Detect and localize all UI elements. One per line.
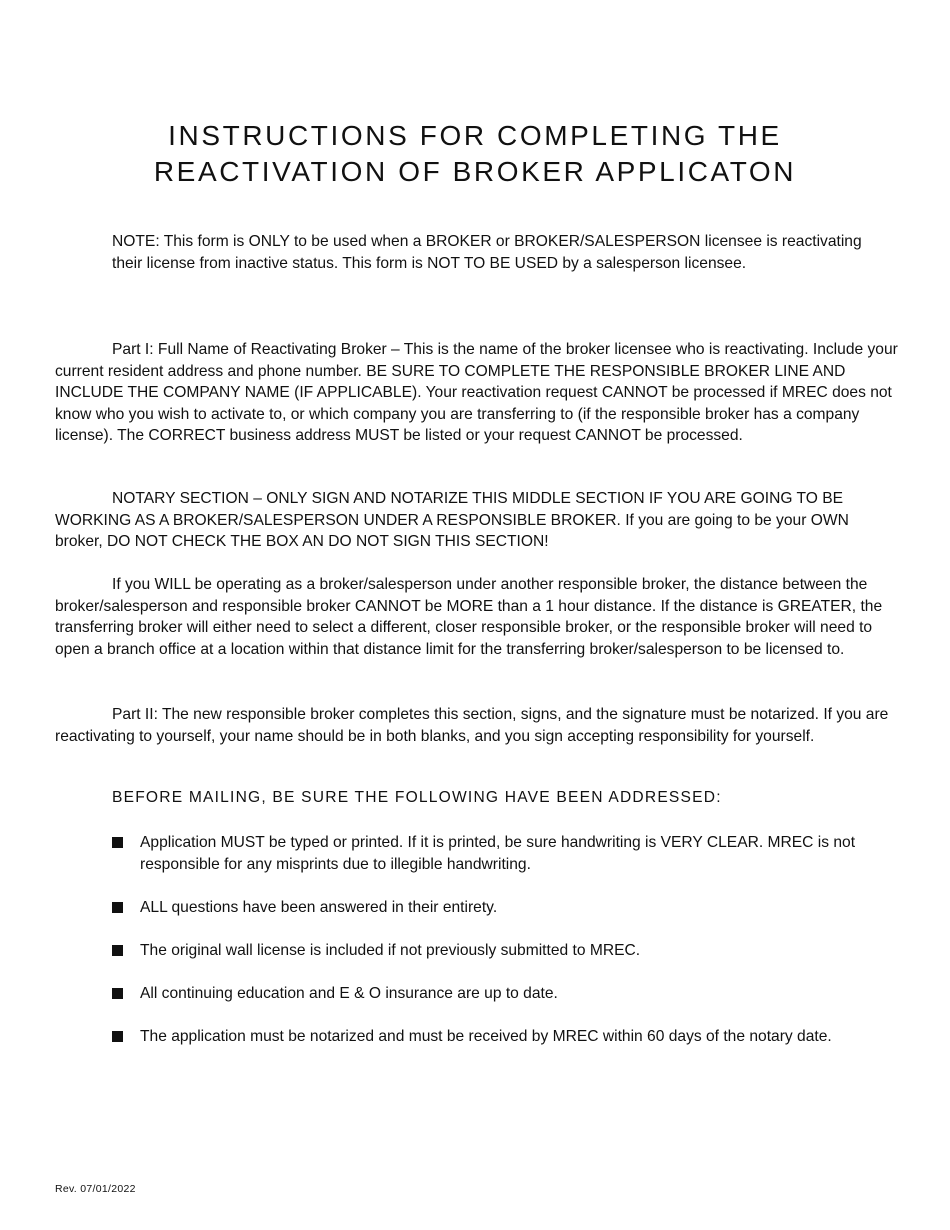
part-two-paragraph: Part II: The new responsible broker completes this section, signs, and the signature must be notarized. If you are reactivating to yourself, your name should be in both blanks, and you sign accepting responsibility for yourself. xyxy=(55,706,889,745)
square-bullet-icon xyxy=(112,1031,123,1042)
square-bullet-icon xyxy=(112,837,123,848)
checklist-item xyxy=(112,983,912,1005)
title-line-1: INSTRUCTIONS FOR COMPLETING THE xyxy=(168,120,782,151)
checklist-item xyxy=(112,940,912,962)
mailing-checklist xyxy=(112,832,912,1069)
checklist-item-text: Application MUST be typed or printed. If it is printed, be sure handwriting is VERY CLEAR. MREC is not responsible for any misprints due to illegible handwriting. xyxy=(140,834,856,873)
distance-requirement-paragraph: If you WILL be operating as a broker/salesperson under another responsible broker, the distance between the broker/salesperson and responsible broker CANNOT be MORE than a 1 hour distance. If the distance is GREATER, the transferring broker will either need to select a different, closer responsible broker, or the responsible broker will need to open a branch office at a location within that distance limit for the transferring broker/salesperson to be licensed to. xyxy=(55,576,883,658)
checklist-item-text: The application must be notarized and must be received by MREC within 60 days of the notary date. xyxy=(140,1027,832,1045)
note-paragraph: NOTE: This form is ONLY to be used when a BROKER or BROKER/SALESPERSON licensee is reactivating their license from inactive status. This form is NOT TO BE USED by a salesperson licensee. xyxy=(112,233,862,272)
revision-date: Rev. 07/01/2022 xyxy=(55,1183,136,1195)
square-bullet-icon xyxy=(112,902,123,913)
checklist-item-text: ALL questions have been answered in their entirety. xyxy=(140,898,498,916)
checklist-item-text: All continuing education and E & O insurance are up to date. xyxy=(140,984,558,1002)
title-line-2: REACTIVATION OF BROKER APPLICATON xyxy=(153,156,797,187)
checklist-item xyxy=(112,1026,912,1048)
notary-section-paragraph: NOTARY SECTION – ONLY SIGN AND NOTARIZE THIS MIDDLE SECTION IF YOU ARE GOING TO BE WORKING AS A BROKER/SALESPERSON UNDER A RESPONSIBLE BROKER. If you are going to be your OWN broker, DO NOT CHECK THE BOX AN DO NOT SIGN THIS SECTION! xyxy=(55,490,849,550)
mailing-checklist-header: BEFORE MAILING, BE SURE THE FOLLOWING HAVE BEEN ADDRESSED: xyxy=(112,789,722,806)
checklist-item xyxy=(112,897,912,919)
part-one-paragraph: Part I: Full Name of Reactivating Broker – This is the name of the broker licensee who is reactivating. Include your current resident address and phone number. BE SURE TO COMPLETE THE RESPONSIBLE BROKER LINE AND INCLUDE THE COMPANY NAME (IF APPLICABLE). Your reactivation request CANNOT be processed if MREC does not know who you wish to activate to, or which company you are transferring to (if the responsible broker has a company license). The CORRECT business address MUST be listed or your request CANNOT be processed. xyxy=(55,341,898,444)
page-title xyxy=(0,118,950,190)
square-bullet-icon xyxy=(112,988,123,999)
checklist-item xyxy=(112,832,912,875)
square-bullet-icon xyxy=(112,945,123,956)
checklist-item-text: The original wall license is included if not previously submitted to MREC. xyxy=(140,941,641,959)
